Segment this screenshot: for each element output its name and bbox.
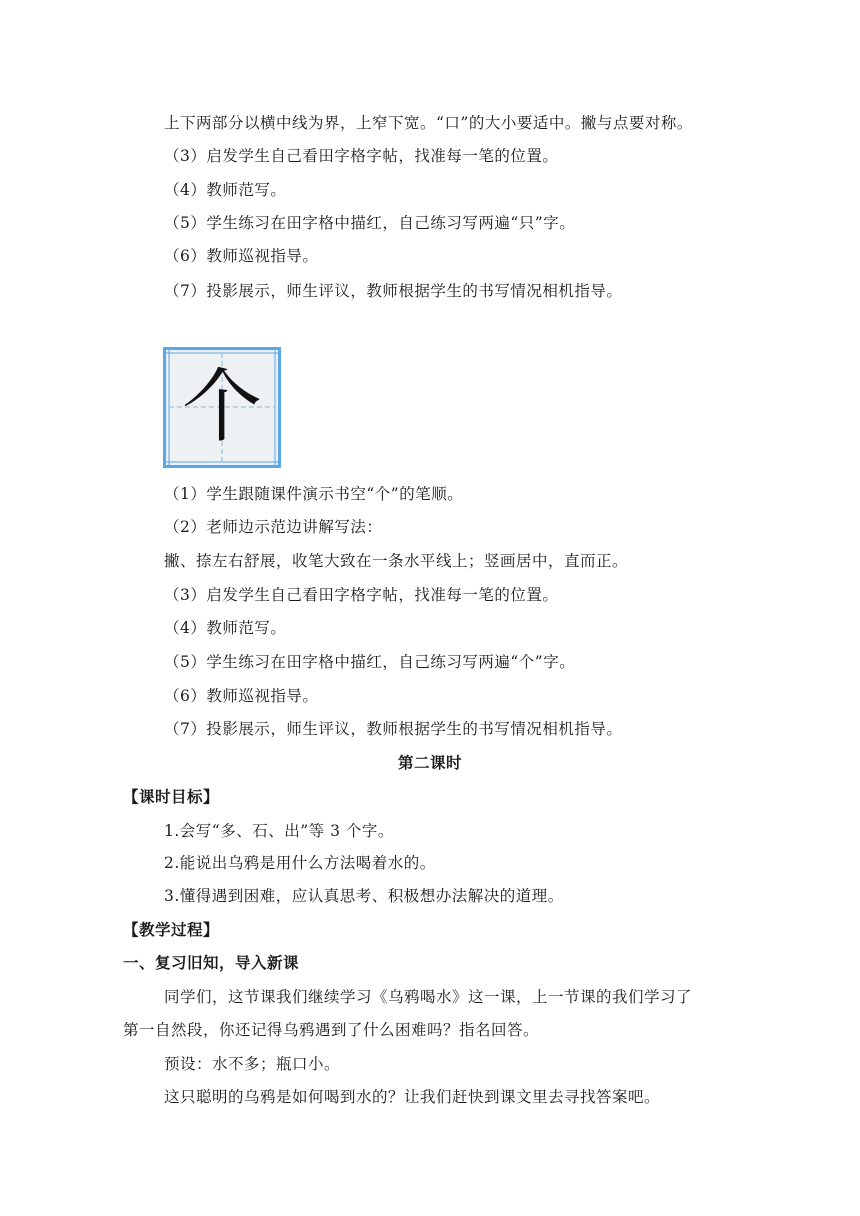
tianzige-character: 个	[182, 360, 262, 453]
text-line: （6）教师巡视指导。	[164, 687, 319, 705]
paragraph-line: 同学们，这节课我们继续学习《乌鸦喝水》这一课，上一节课的我们学习了	[164, 988, 693, 1006]
goal-item: 2.能说出乌鸦是用什么方法喝着水的。	[164, 854, 436, 872]
text-line: 撇、捺左右舒展，收笔大致在一条水平线上；竖画居中，直而正。	[164, 552, 629, 570]
process-heading: 【教学过程】	[123, 921, 220, 939]
text-line: （6）教师巡视指导。	[164, 247, 319, 265]
tianzige-character-card	[163, 347, 281, 468]
text-line: （4）教师范写。	[164, 619, 287, 637]
text-line: （2）老师边示范边讲解写法：	[164, 518, 383, 536]
text-line: （3）启发学生自己看田字格字帖，找准每一笔的位置。	[164, 586, 559, 604]
paragraph-line: 这只聪明的乌鸦是如何喝到水的？让我们赶快到课文里去寻找答案吧。	[164, 1088, 661, 1106]
tianzige-grid-icon	[163, 347, 281, 468]
text-line: 上下两部分以横中线为界，上窄下宽。“口”的大小要适中。撇与点要对称。	[164, 114, 693, 132]
text-line: （1）学生跟随课件演示书空“个”的笔顺。	[164, 485, 464, 503]
text-line: （7）投影展示，师生评议，教师根据学生的书写情况相机指导。	[164, 720, 623, 738]
goal-item: 3.懂得遇到困难，应认真思考、积极想办法解决的道理。	[164, 887, 564, 905]
text-line: （4）教师范写。	[164, 181, 287, 199]
text-line: （3）启发学生自己看田字格字帖，找准每一笔的位置。	[164, 147, 559, 165]
goal-item: 1.会写“多、石、出”等 3 个字。	[164, 822, 394, 840]
paragraph-line: 第一自然段，你还记得乌鸦遇到了什么困难吗？指名回答。	[123, 1021, 540, 1039]
goals-heading: 【课时目标】	[123, 788, 220, 806]
text-line: （7）投影展示，师生评议，教师根据学生的书写情况相机指导。	[164, 282, 623, 300]
text-line: （5）学生练习在田字格中描红，自己练习写两遍“个”字。	[164, 653, 576, 671]
text-line: （5）学生练习在田字格中描红，自己练习写两遍“只”字。	[164, 214, 576, 232]
lesson-title: 第二课时	[397, 754, 462, 772]
part1-heading: 一、复习旧知，导入新课	[123, 954, 300, 972]
paragraph-line: 预设：水不多；瓶口小。	[164, 1055, 341, 1073]
